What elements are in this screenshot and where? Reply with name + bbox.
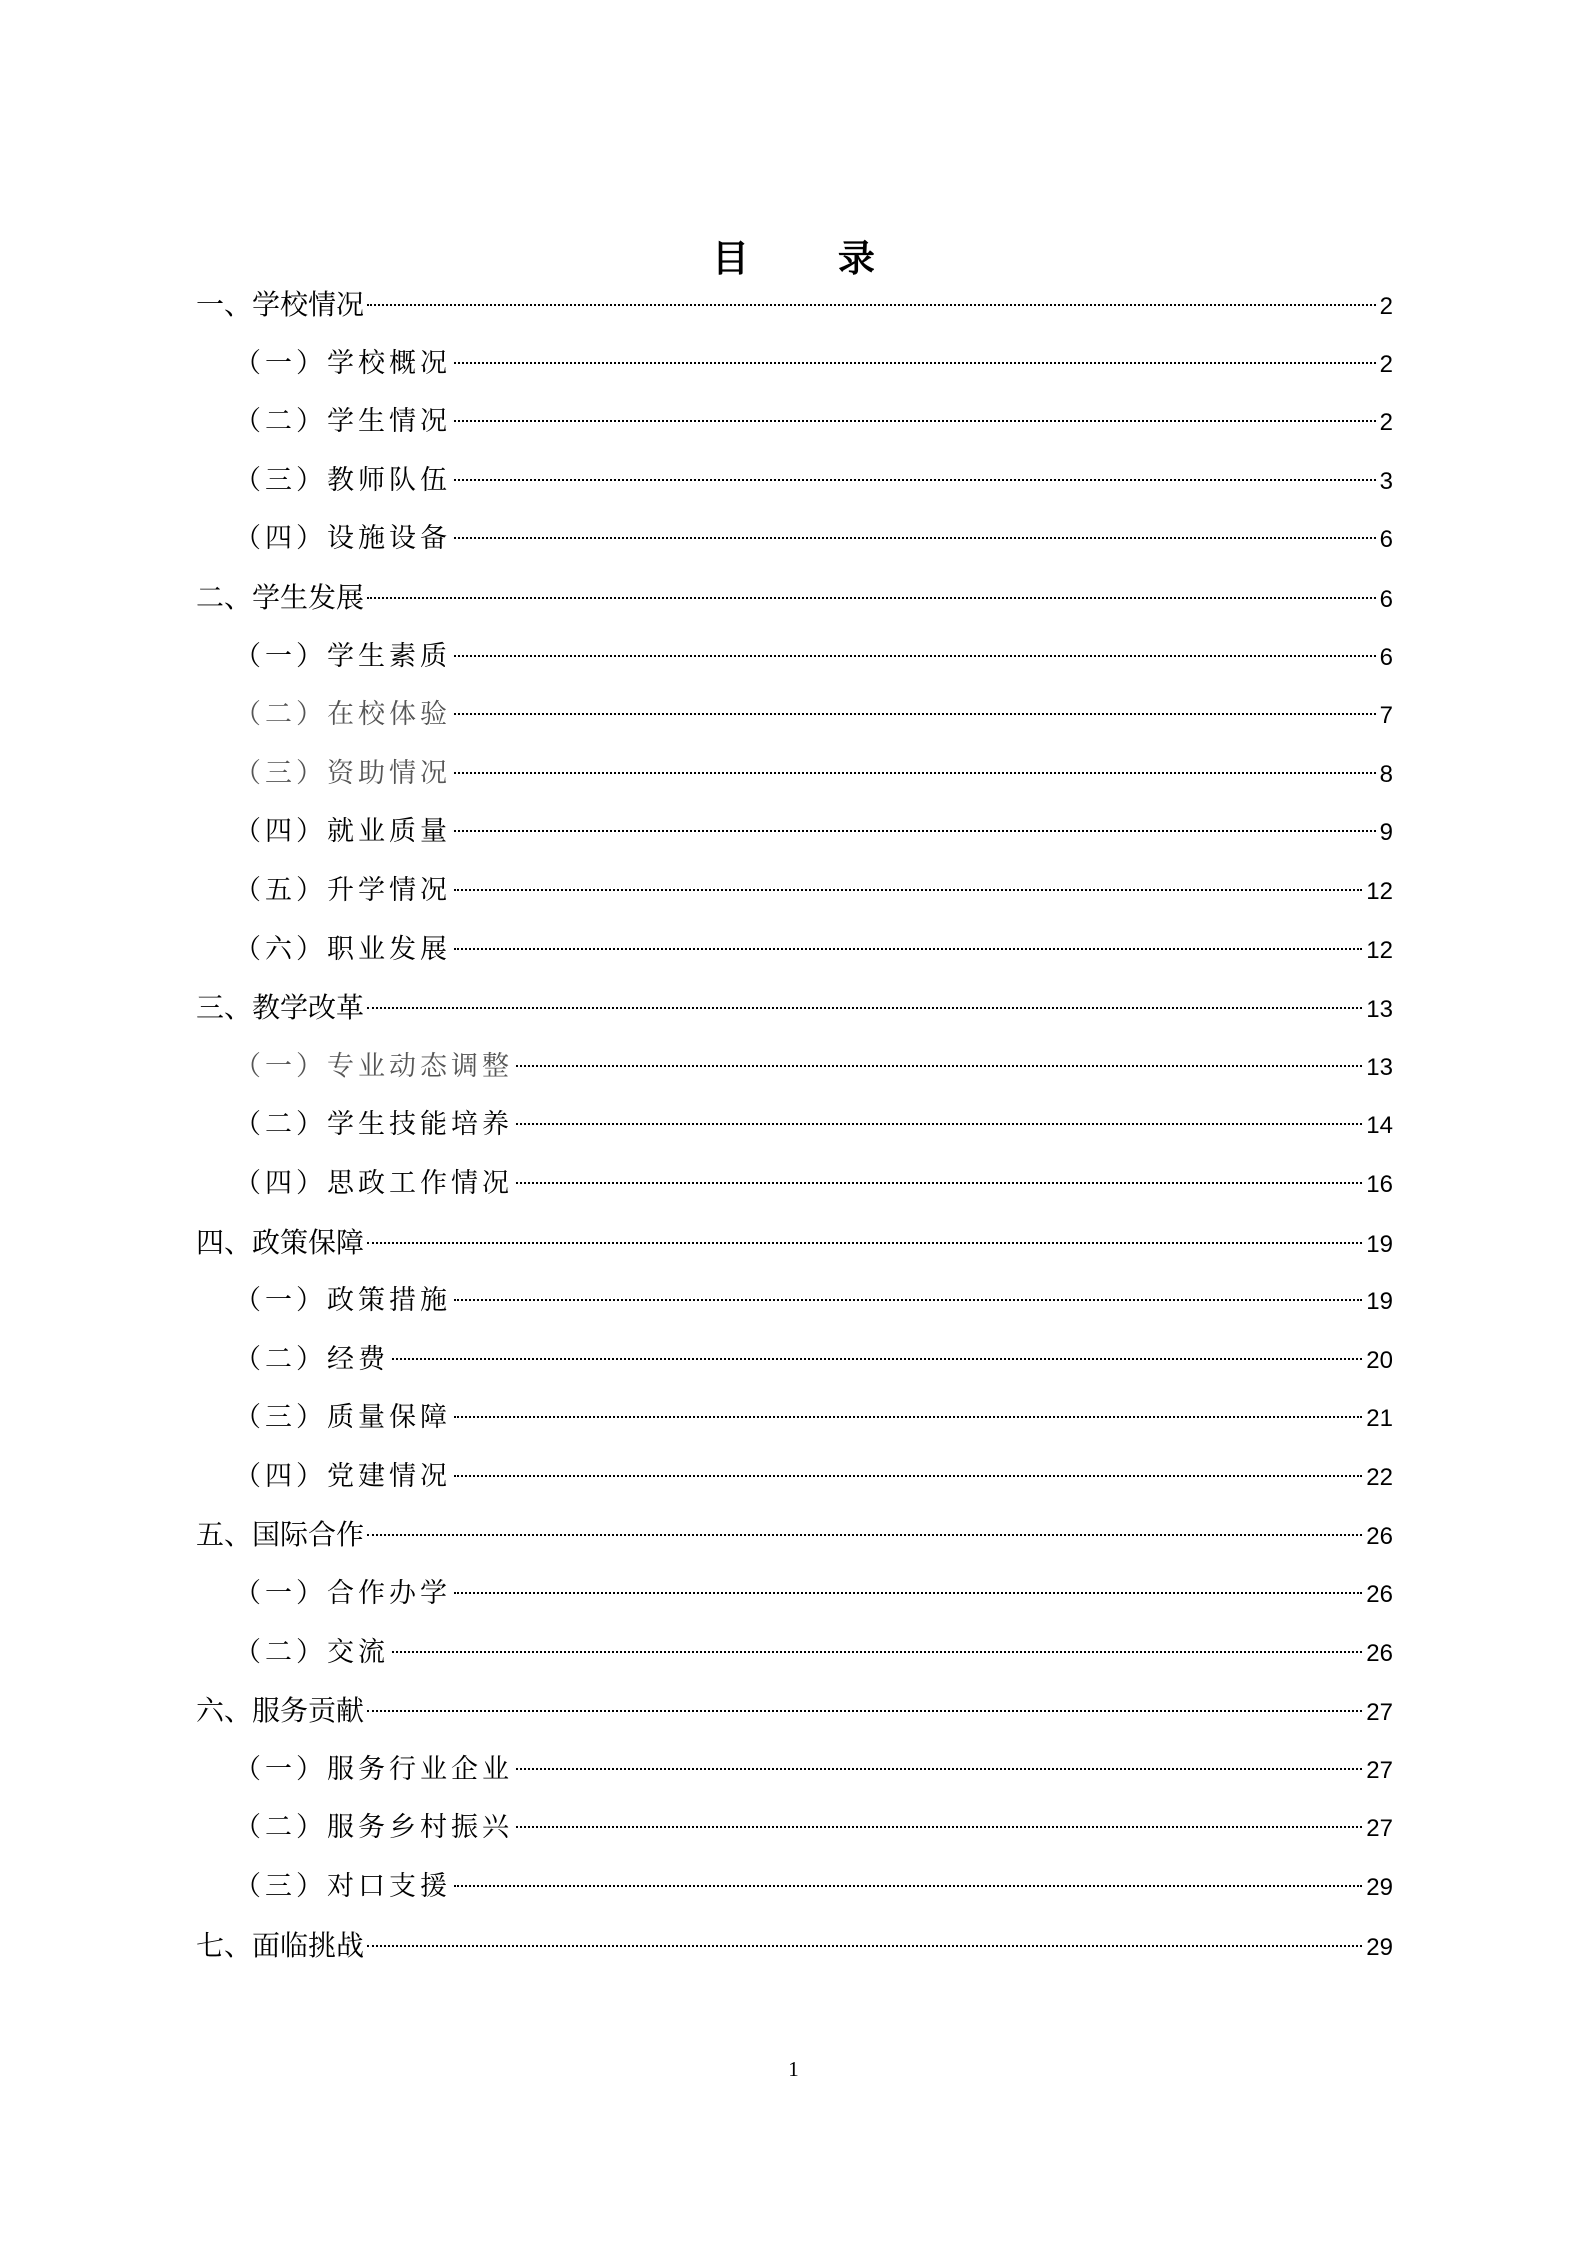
toc-dot-leader [454,1885,1362,1887]
toc-entry-title: （二）学生情况 [234,406,451,438]
toc-entry-page: 29 [1366,1874,1393,1902]
toc-entry-title: （四）思政工作情况 [234,1167,513,1199]
toc-entry-page: 21 [1366,1405,1393,1433]
toc-dot-leader [454,362,1376,364]
toc-dot-leader [454,479,1376,481]
toc-entry-title: （四）党建情况 [234,1460,451,1492]
toc-entry-page: 16 [1366,1170,1393,1198]
toc-entry-page: 6 [1379,643,1393,671]
toc-entry-title: （五）升学情况 [234,874,451,906]
toc-entry-title: （二）交流 [234,1636,389,1668]
toc-section-entry[interactable] [196,1682,1393,1741]
toc-section-entry[interactable] [196,1506,1393,1565]
toc-entry-title: 三、教学改革 [196,991,365,1025]
toc-entry-page: 26 [1366,1523,1393,1551]
toc-dot-leader [454,1416,1362,1418]
table-of-contents [196,276,1393,1975]
toc-entry-title: （一）学生素质 [234,640,451,672]
toc-entry-page: 26 [1366,1581,1393,1609]
toc-entry-title: （二）服务乡村振兴 [234,1812,513,1844]
toc-subsection-entry[interactable] [196,628,1393,687]
toc-dot-leader [367,1710,1362,1712]
toc-entry-title: （一）学校概况 [234,347,451,379]
toc-entry-title: （一）专业动态调整 [234,1050,513,1082]
toc-subsection-entry[interactable] [196,1565,1393,1624]
toc-subsection-entry[interactable] [196,1155,1393,1214]
toc-entry-title: 四、政策保障 [196,1225,365,1259]
toc-dot-leader [392,1358,1362,1360]
toc-entry-page: 6 [1379,585,1393,613]
toc-dot-leader [516,1768,1362,1770]
toc-subsection-entry[interactable] [196,1624,1393,1683]
toc-section-entry[interactable] [196,979,1393,1038]
toc-entry-title: 一、学校情况 [196,288,365,321]
toc-entry-title: 六、服务贡献 [196,1694,365,1728]
toc-subsection-entry[interactable] [196,1272,1393,1331]
toc-dot-leader [454,830,1376,832]
toc-subsection-entry[interactable] [196,1741,1393,1800]
toc-entry-page: 27 [1366,1815,1393,1843]
toc-entry-page: 6 [1379,526,1393,554]
toc-dot-leader [454,1299,1362,1301]
toc-subsection-entry[interactable] [196,510,1393,569]
page-number: 1 [788,2057,799,2081]
toc-subsection-entry[interactable] [196,686,1393,745]
toc-entry-page: 2 [1379,350,1393,378]
toc-dot-leader [454,655,1376,657]
toc-entry-page: 22 [1366,1463,1393,1491]
toc-entry-title: （四）就业质量 [234,816,451,848]
toc-section-entry[interactable] [196,569,1393,628]
toc-entry-title: （二）经费 [234,1343,389,1375]
toc-entry-title: 五、国际合作 [196,1518,365,1552]
toc-subsection-entry[interactable] [196,1858,1393,1917]
toc-subsection-entry[interactable] [196,1038,1393,1097]
toc-subsection-entry[interactable] [196,1389,1393,1448]
toc-subsection-entry[interactable] [196,335,1393,394]
toc-entry-title: （三）对口支援 [234,1871,451,1903]
toc-dot-leader [367,1945,1362,1947]
toc-entry-page: 29 [1366,1933,1393,1961]
toc-dot-leader [454,1475,1362,1477]
toc-entry-page: 12 [1366,877,1393,905]
toc-dot-leader [367,304,1376,306]
toc-entry-page: 2 [1379,293,1393,320]
toc-entry-page: 13 [1366,1053,1393,1081]
toc-entry-page: 3 [1379,467,1393,495]
toc-entry-title: （三）教师队伍 [234,464,451,496]
toc-entry-title: （一）政策措施 [234,1285,451,1317]
toc-dot-leader [367,597,1376,599]
toc-entry-page: 20 [1366,1346,1393,1374]
toc-entry-page: 19 [1366,1230,1393,1258]
toc-subsection-entry[interactable] [196,393,1393,452]
toc-entry-title: （六）职业发展 [234,933,451,965]
toc-entry-title: （三）质量保障 [234,1402,451,1434]
toc-entry-page: 8 [1379,760,1393,788]
toc-entry-title: 七、面临挑战 [196,1928,365,1962]
toc-entry-page: 19 [1366,1288,1393,1316]
toc-dot-leader [454,537,1376,539]
toc-dot-leader [516,1123,1362,1125]
toc-dot-leader [367,1242,1362,1244]
toc-dot-leader [516,1065,1362,1067]
toc-section-entry[interactable] [196,1214,1393,1273]
toc-section-entry[interactable] [196,1917,1393,1976]
toc-entry-page: 13 [1366,996,1393,1024]
toc-entry-title: （三）资助情况 [234,757,451,789]
toc-entry-title: （一）合作办学 [234,1578,451,1610]
toc-dot-leader [454,772,1376,774]
toc-title: 目 录 [712,235,913,280]
toc-subsection-entry[interactable] [196,862,1393,921]
toc-dot-leader [454,1592,1362,1594]
toc-dot-leader [454,948,1362,950]
toc-entry-page: 27 [1366,1756,1393,1784]
toc-subsection-entry[interactable] [196,1799,1393,1858]
toc-section-entry[interactable] [196,276,1393,335]
toc-subsection-entry[interactable] [196,1096,1393,1155]
toc-dot-leader [392,1651,1362,1653]
toc-dot-leader [367,1534,1362,1536]
toc-subsection-entry[interactable] [196,803,1393,862]
toc-subsection-entry[interactable] [196,452,1393,511]
toc-entry-page: 7 [1379,702,1393,730]
toc-entry-title: （二）学生技能培养 [234,1109,513,1141]
toc-dot-leader [454,889,1362,891]
toc-entry-title: （四）设施设备 [234,523,451,555]
toc-entry-page: 14 [1366,1112,1393,1140]
toc-dot-leader [516,1826,1362,1828]
toc-dot-leader [516,1182,1362,1184]
toc-dot-leader [454,713,1376,715]
toc-entry-page: 9 [1379,819,1393,847]
toc-entry-page: 27 [1366,1699,1393,1727]
toc-dot-leader [454,420,1376,422]
toc-subsection-entry[interactable] [196,1448,1393,1507]
toc-entry-page: 12 [1366,936,1393,964]
toc-subsection-entry[interactable] [196,1331,1393,1390]
toc-dot-leader [367,1007,1362,1009]
toc-entry-title: 二、学生发展 [196,580,365,614]
toc-entry-page: 2 [1379,409,1393,437]
toc-entry-page: 26 [1366,1639,1393,1667]
toc-entry-title: （二）在校体验 [234,699,451,731]
toc-entry-title: （一）服务行业企业 [234,1753,513,1785]
toc-subsection-entry[interactable] [196,921,1393,980]
toc-subsection-entry[interactable] [196,745,1393,804]
